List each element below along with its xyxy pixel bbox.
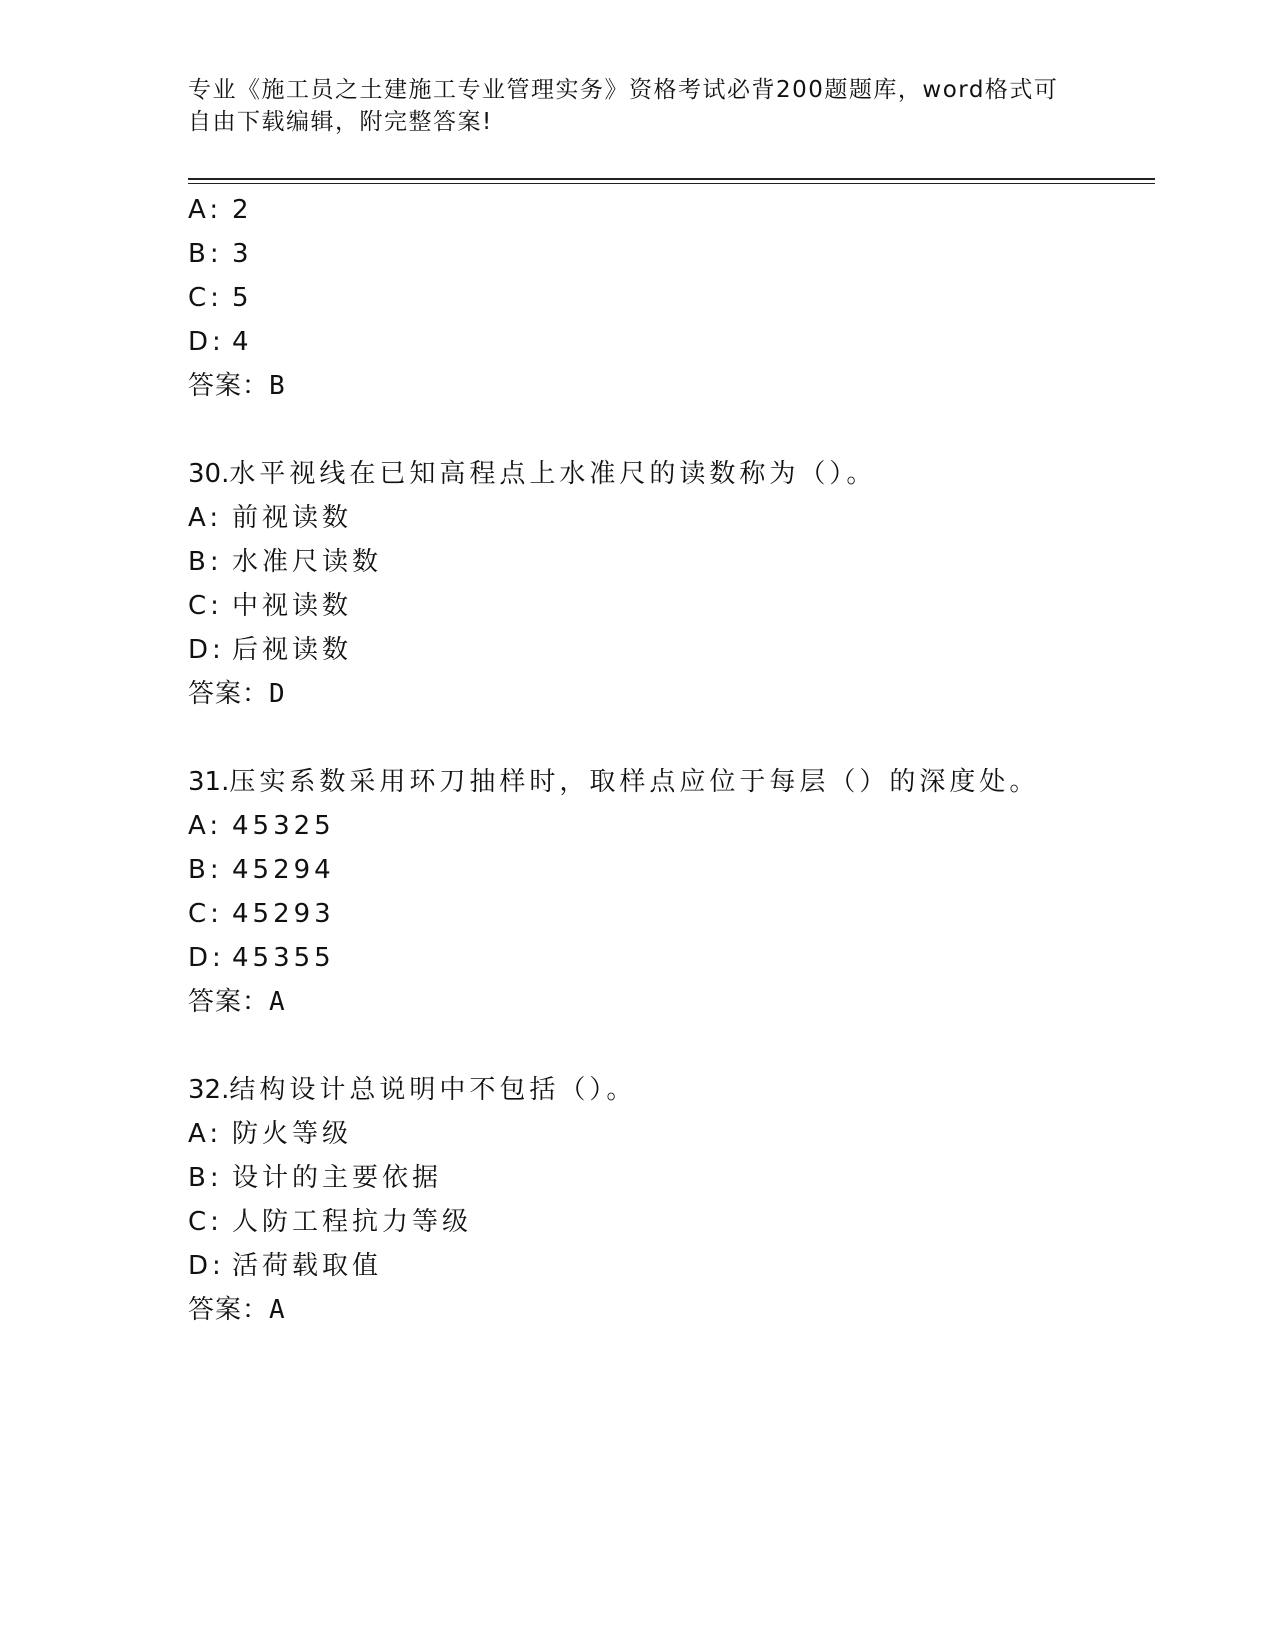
- option-c: [188, 282, 253, 314]
- option-b: [188, 854, 335, 886]
- option-label: A:: [188, 503, 223, 533]
- option-text: 设计的主要依据: [232, 1163, 443, 1193]
- option-text: 45325: [232, 811, 335, 841]
- document-header: [188, 74, 1088, 138]
- answer-line: [188, 986, 286, 1018]
- option-text: 活荷载取值: [232, 1251, 383, 1281]
- option-label: B:: [188, 1163, 223, 1193]
- option-label: A:: [188, 195, 223, 225]
- option-text: 人防工程抗力等级: [232, 1207, 473, 1237]
- header-line-1: 专业《施工员之土建施工专业管理实务》资格考试必背200题题库，word格式可: [188, 77, 1059, 103]
- option-label: B:: [188, 547, 223, 577]
- answer-label: 答案：: [188, 679, 270, 709]
- question-text: 水平视线在已知高程点上水准尺的读数称为（）。: [229, 459, 877, 489]
- question-text: 压实系数采用环刀抽样时，取样点应位于每层（）的深度处。: [229, 767, 1040, 797]
- option-text: 后视读数: [232, 635, 353, 665]
- header-line-2: 自由下载编辑，附完整答案!: [188, 109, 493, 135]
- question-number: 32.: [188, 1075, 230, 1105]
- option-text: 3: [232, 239, 253, 269]
- answer-line: [188, 370, 286, 402]
- answer-label: 答案：: [188, 371, 270, 401]
- option-b: [188, 1162, 442, 1194]
- question-number: 30.: [188, 459, 230, 489]
- option-d: [188, 634, 352, 666]
- option-text: 水准尺读数: [232, 547, 383, 577]
- option-label: A:: [188, 811, 223, 841]
- option-d: [188, 942, 335, 974]
- answer-line: [188, 1294, 286, 1326]
- answer-label: 答案：: [188, 987, 270, 1017]
- question-stem: [188, 458, 876, 490]
- question-stem: [188, 766, 1039, 798]
- option-text: 2: [232, 195, 253, 225]
- option-label: B:: [188, 855, 223, 885]
- option-text: 防火等级: [232, 1119, 353, 1149]
- answer-label: 答案：: [188, 1295, 270, 1325]
- option-label: C:: [188, 283, 223, 313]
- option-c: [188, 1206, 472, 1238]
- option-text: 前视读数: [232, 503, 353, 533]
- option-text: 中视读数: [232, 591, 353, 621]
- option-text: 4: [232, 327, 253, 357]
- option-b: [188, 238, 253, 270]
- option-label: D:: [188, 327, 225, 357]
- answer-line: [188, 678, 286, 710]
- option-label: C:: [188, 899, 223, 929]
- option-text: 45294: [232, 855, 335, 885]
- option-a: [188, 502, 352, 534]
- answer-value: A: [269, 1295, 286, 1325]
- option-d: [188, 326, 253, 358]
- option-label: D:: [188, 635, 225, 665]
- option-c: [188, 898, 335, 930]
- option-text: 5: [232, 283, 253, 313]
- question-number: 31.: [188, 767, 230, 797]
- answer-value: D: [269, 679, 286, 709]
- option-a: [188, 810, 335, 842]
- option-a: [188, 194, 253, 226]
- header-divider-thick: [188, 178, 1155, 180]
- option-d: [188, 1250, 382, 1282]
- answer-value: B: [269, 371, 286, 401]
- header-divider-thin: [188, 183, 1155, 184]
- option-label: C:: [188, 1207, 223, 1237]
- option-label: D:: [188, 1251, 225, 1281]
- question-stem: [188, 1074, 636, 1106]
- option-a: [188, 1118, 352, 1150]
- option-label: D:: [188, 943, 225, 973]
- answer-value: A: [269, 987, 286, 1017]
- option-label: A:: [188, 1119, 223, 1149]
- option-b: [188, 546, 382, 578]
- option-text: 45293: [232, 899, 335, 929]
- question-text: 结构设计总说明中不包括（）。: [229, 1075, 637, 1105]
- option-label: C:: [188, 591, 223, 621]
- option-c: [188, 590, 352, 622]
- option-text: 45355: [232, 943, 335, 973]
- option-label: B:: [188, 239, 223, 269]
